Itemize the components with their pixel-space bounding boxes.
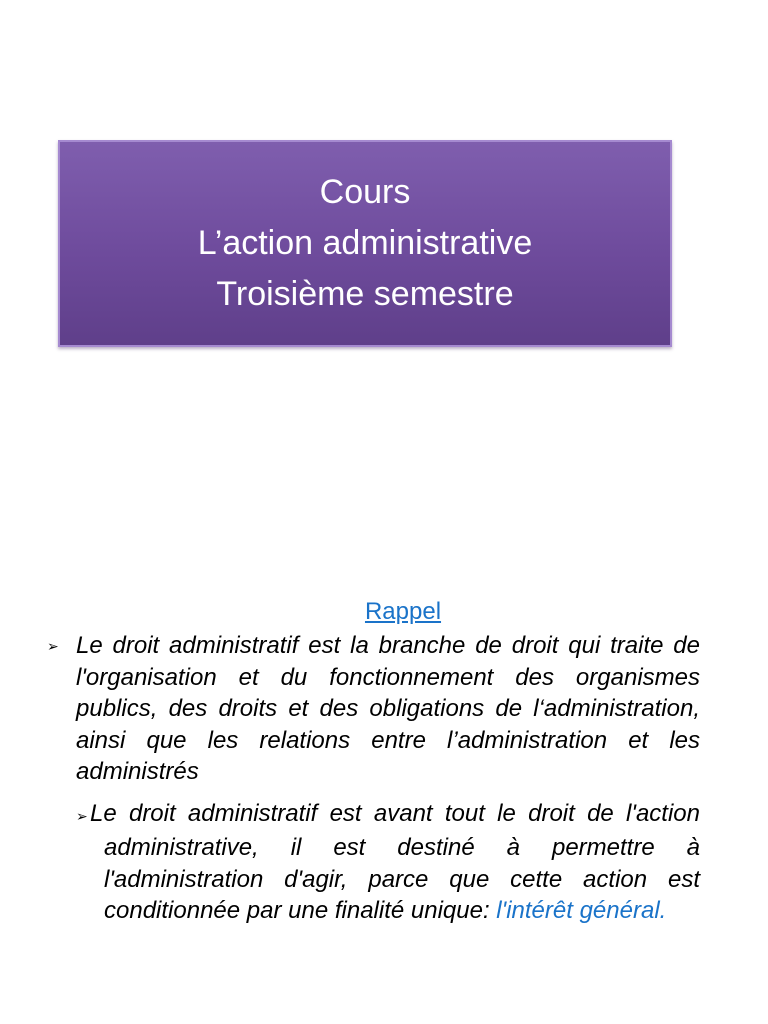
bullet-item [47, 630, 700, 788]
bullet-text: Le droit administratif est la branche de droit qui traite de l'organisation et du fonctionnement des organismes publics, des droits et des obligations de l‘administration, ainsi que les relations entre l’administration et les administrés [76, 632, 700, 785]
section-heading-rappel[interactable]: Rappel [364, 598, 442, 625]
title-box [58, 140, 672, 347]
content-body [0, 630, 768, 927]
sub-bullet-item [76, 798, 700, 927]
title-line-semester: Troisième semestre [216, 275, 514, 313]
arrow-bullet-icon: ➢ [47, 638, 59, 654]
title-line-course: Cours [319, 173, 411, 211]
highlighted-term: l'intérêt général. [496, 897, 667, 924]
sub-bullet-text: Le droit administratif est avant tout le droit de l'action administrative, il est destiné à permettre à l'administration d'agir, parce que cette action est conditionnée par une finalité unique: [90, 799, 700, 924]
arrow-bullet-icon: ➢ [76, 807, 88, 824]
title-line-subject: L’action administrative [197, 224, 533, 262]
